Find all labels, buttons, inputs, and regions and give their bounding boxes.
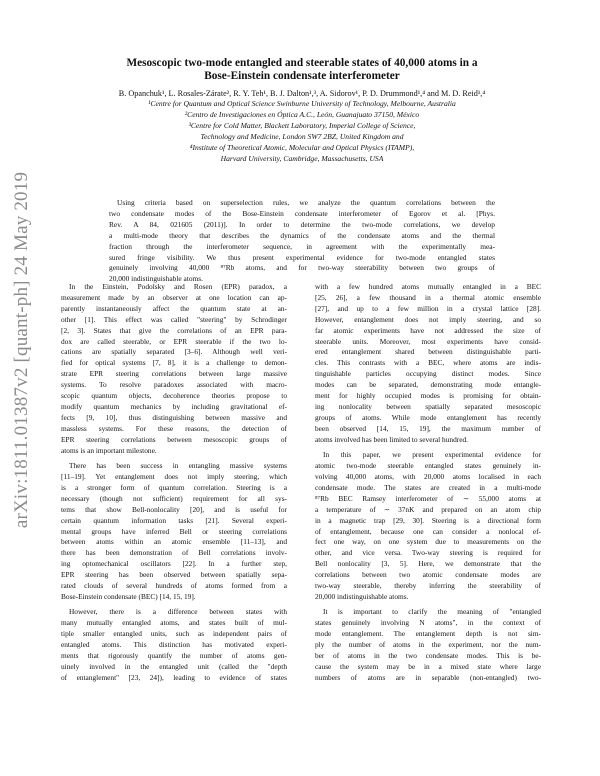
body-line: entangled atoms. This distinction has motivated experi- xyxy=(61,640,287,650)
body-line: It is important to clarify the meaning of "entangled xyxy=(323,607,541,617)
body-line: mode entanglement. The entanglement depth is not sim- xyxy=(315,629,541,639)
body-line: 20,000 indistinguishable atoms. xyxy=(315,591,409,601)
body-line: atoms involved has been limited to several hundred. xyxy=(315,434,468,444)
abstract-line: Rev. A 84, 021605 (2011)]. In order to determine the two-mode correlations, we develop xyxy=(109,219,495,229)
body-line: ply the number of atoms in the experiment, nor the num- xyxy=(315,640,541,650)
body-line: two-way steerable, thereby inferring the steerability of xyxy=(315,581,541,591)
body-line: [2, 3]. States that give the correlations of an EPR para- xyxy=(61,325,287,335)
body-paragraph xyxy=(315,282,541,446)
body-line: systems. To resolve paradoxes associated with macro- xyxy=(61,380,287,390)
body-line: tinguishable particles occupying distinct modes. Since xyxy=(315,369,541,379)
body-line: far atomic experiments have not addressed the size of xyxy=(315,325,541,335)
arxiv-identifier-stamp xyxy=(5,70,39,630)
body-line: cause the system may be in a mixed state where large xyxy=(315,662,541,671)
abstract xyxy=(109,198,495,285)
body-line: ber of atoms in the two condensate modes. This is be- xyxy=(315,651,541,661)
body-line: EPR steering has been observed between spatially sepa- xyxy=(61,570,287,580)
body-line: a temperature of ∼ 37nK and prepared on an atom chip xyxy=(315,504,541,514)
affiliation-list xyxy=(60,99,544,164)
abstract-line: genuinely involving 40,000 ⁸⁷Rb atoms, and for two-way steerability between two groups of xyxy=(109,263,495,273)
body-line: been observed [14, 15, 19], the maximum number of xyxy=(315,423,541,433)
body-paragraph xyxy=(61,607,287,683)
affiliation-line: ¹Centre for Quantum and Optical Science Swinburne University of Technology, Melbourne, Australia xyxy=(148,99,456,108)
body-line: states genuinely involving N atoms", in the context of xyxy=(315,618,541,628)
body-line: correlations between two atomic condensate modes are xyxy=(315,570,541,580)
body-line: ing nonlocality between spatially separated mesoscopic xyxy=(315,401,541,411)
title-line: Mesoscopic two-mode entangled and steerable states of 40,000 atoms in a xyxy=(126,57,478,69)
affiliation-line: ⁴Institute of Theoretical Atomic, Molecular and Optical Physics (ITAMP), xyxy=(189,142,415,152)
affiliation-line: Harvard University, Cambridge, Massachusetts, USA xyxy=(220,153,384,163)
body-line: ⁸⁷Rb BEC Ramsey interferometer of ∼ 55,000 atoms at xyxy=(315,493,541,503)
body-line: fied for optical systems [7, 8], it is a challenge to demon- xyxy=(61,358,287,368)
body-line: dox are called steerable, or EPR steerable if the two lo- xyxy=(61,336,287,346)
body-line: EPR steering correlations between mesoscopic groups of xyxy=(61,434,287,444)
body-line: cations are spatially separated [3–6]. Although well veri- xyxy=(61,347,287,357)
body-line: However, there is a difference between states with xyxy=(69,607,287,617)
body-line: [27], and up to a few million in a crystal lattice [28]. xyxy=(315,303,541,313)
body-line: fects [9, 10], thus distinguishing between massive and xyxy=(61,412,287,422)
body-line: with a few hundred atoms mutually entangled in a BEC xyxy=(315,282,541,291)
affiliation-line: Technology and Medicine, London SW7 2BZ, United Kingdom and xyxy=(200,131,404,141)
body-line: is a stronger form of quantum correlation. Steering is a xyxy=(61,482,287,492)
body-line: cles. This contrasts with a BEC, where atoms are indis- xyxy=(315,358,541,368)
paper-title xyxy=(70,57,534,83)
abstract-line: sured fringe visibility. We thus present experimental evidence for two-mode entangled states xyxy=(109,252,495,262)
body-line: in a magnetic trap [29, 30]. Steering is a directional form xyxy=(315,515,541,525)
body-line: [11–19]. Yet entanglement does not imply steering, which xyxy=(61,472,287,481)
body-line: tems that show Bell-nonlocality [20], and is useful for xyxy=(61,504,287,514)
body-line: between atoms within an atomic ensemble [11–13], and xyxy=(61,537,287,547)
body-line: numbers of atoms are in separable (non-entangled) two- xyxy=(315,672,541,682)
body-column-left xyxy=(61,282,287,688)
body-line: mental groups have inferred Bell or steering correlations xyxy=(61,526,287,536)
body-line: However, entanglement does not imply steering, and so xyxy=(315,314,541,324)
body-line: certain quantum information tasks [21]. Several experi- xyxy=(61,515,287,525)
abstract-line: fraction through the interferometer sequence, in agreement with the experimentally mea- xyxy=(109,241,495,251)
body-line: there has been demonstration of Bell correlations involv- xyxy=(61,548,287,558)
body-line: [25, 26], a few thousand in a thermal atomic ensemble xyxy=(315,292,541,302)
body-line: of entanglement" [23, 24]), leading to evidence of states xyxy=(61,672,287,682)
body-line: atoms is an important milestone. xyxy=(61,445,157,455)
body-line: Bell nonlocality [3, 5]. Here, we demonstrate that the xyxy=(315,559,541,569)
body-paragraph xyxy=(61,282,287,457)
affiliation-line: ²Centro de Investigaciones en Óptica A.C., León, Guanajuato 37150, México xyxy=(184,109,420,119)
body-line: parently instantaneously affect the quantum state at an- xyxy=(61,303,287,313)
body-line: fect one way, on one system due to measurements on the xyxy=(315,537,541,547)
body-line: strate EPR steering correlations between large massive xyxy=(61,369,287,379)
affiliation-line: ³Centre for Cold Matter, Blackett Laboratory, Imperial College of Science, xyxy=(188,120,416,130)
body-paragraph xyxy=(61,461,287,603)
body-paragraph xyxy=(315,450,541,603)
body-line: massless systems. For these reasons, the detection of xyxy=(61,423,287,433)
body-line: ments that rigorously quantify the number of atoms gen- xyxy=(61,651,287,661)
body-line: measurement made by an observer at one location can ap- xyxy=(61,292,287,302)
arxiv-identifier-text: arXiv:1811.01387v2 [quant-ph] 24 May 2019 xyxy=(11,171,32,529)
body-line: other, and vice versa. Two-way steering is required for xyxy=(315,548,541,558)
title-line: Bose-Einstein condensate interferometer xyxy=(204,70,400,82)
body-line: groups of atoms. While mode entanglement has recently xyxy=(315,412,541,422)
abstract-line: Using criteria based on superselection rules, we analyze the quantum correlations between the xyxy=(117,198,495,207)
abstract-line: two condensate modes of the Bose-Einstein condensate interferometer of Egorov et al. [Phys. xyxy=(109,208,495,218)
body-line: ing optomechanical oscillators [22]. In a further step, xyxy=(61,559,287,569)
body-line: steerable units. Moreover, most experiments have consid- xyxy=(315,336,541,346)
body-line: rated clouds of several hundreds of atoms formed from a xyxy=(61,581,287,591)
body-line: ment for highly occupied modes is promising for obtain- xyxy=(315,391,541,401)
body-line: atomic two-mode steerable entangled states genuinely in- xyxy=(315,461,541,471)
body-column-right xyxy=(315,282,541,688)
body-line: scopic quantum objects, decoherence theories propose to xyxy=(61,391,287,401)
abstract-line: 20,000 indistinguishable atoms. xyxy=(109,274,204,284)
body-line: other [1]. This effect was called "steering" by Schrodinger xyxy=(61,314,287,324)
body-line: Bose-Einstein condensate (BEC) [14, 15, 19]. xyxy=(61,591,196,601)
body-line: volving 40,000 atoms, with 20,000 atoms localised in each xyxy=(315,472,541,481)
body-line: There has been success in entangling massive systems xyxy=(69,461,287,471)
body-line: In the Einstein, Podolsky and Rosen (EPR) paradox, a xyxy=(69,282,287,291)
body-line: modify quantum mechanics by including gravitational ef- xyxy=(61,401,287,411)
body-line: tiple smaller entangled units, such as independent pairs of xyxy=(61,629,287,639)
body-line: necessary (though not sufficient) requirement for all sys- xyxy=(61,493,287,503)
body-line: ered entanglement shared between distinguishable parti- xyxy=(315,347,541,357)
author-list: B. Opanchuk¹, L. Rosales-Zárate², R. Y. Teh¹, B. J. Dalton¹,³, A. Sidorov¹, P. D. Drummond¹,⁴ and M. D. Reid¹,⁴ xyxy=(118,89,486,98)
body-line: of entanglement, because one can consider a nonlocal ef- xyxy=(315,526,541,536)
body-line: modes can be separated, demonstrating mode entangle- xyxy=(315,380,541,390)
body-line: uinely involved in the entangled unit (called the "depth xyxy=(61,662,287,671)
body-paragraph xyxy=(315,607,541,683)
body-line: many mutually entangled atoms, and states built of mul- xyxy=(61,618,287,628)
body-line: In this paper, we present experimental evidence for xyxy=(323,450,541,460)
body-line: condensate mode. The states are created in a multi-mode xyxy=(315,482,541,492)
abstract-line: a multi-mode theory that describes the dynamics of the condensate atoms and the thermal xyxy=(109,230,495,240)
